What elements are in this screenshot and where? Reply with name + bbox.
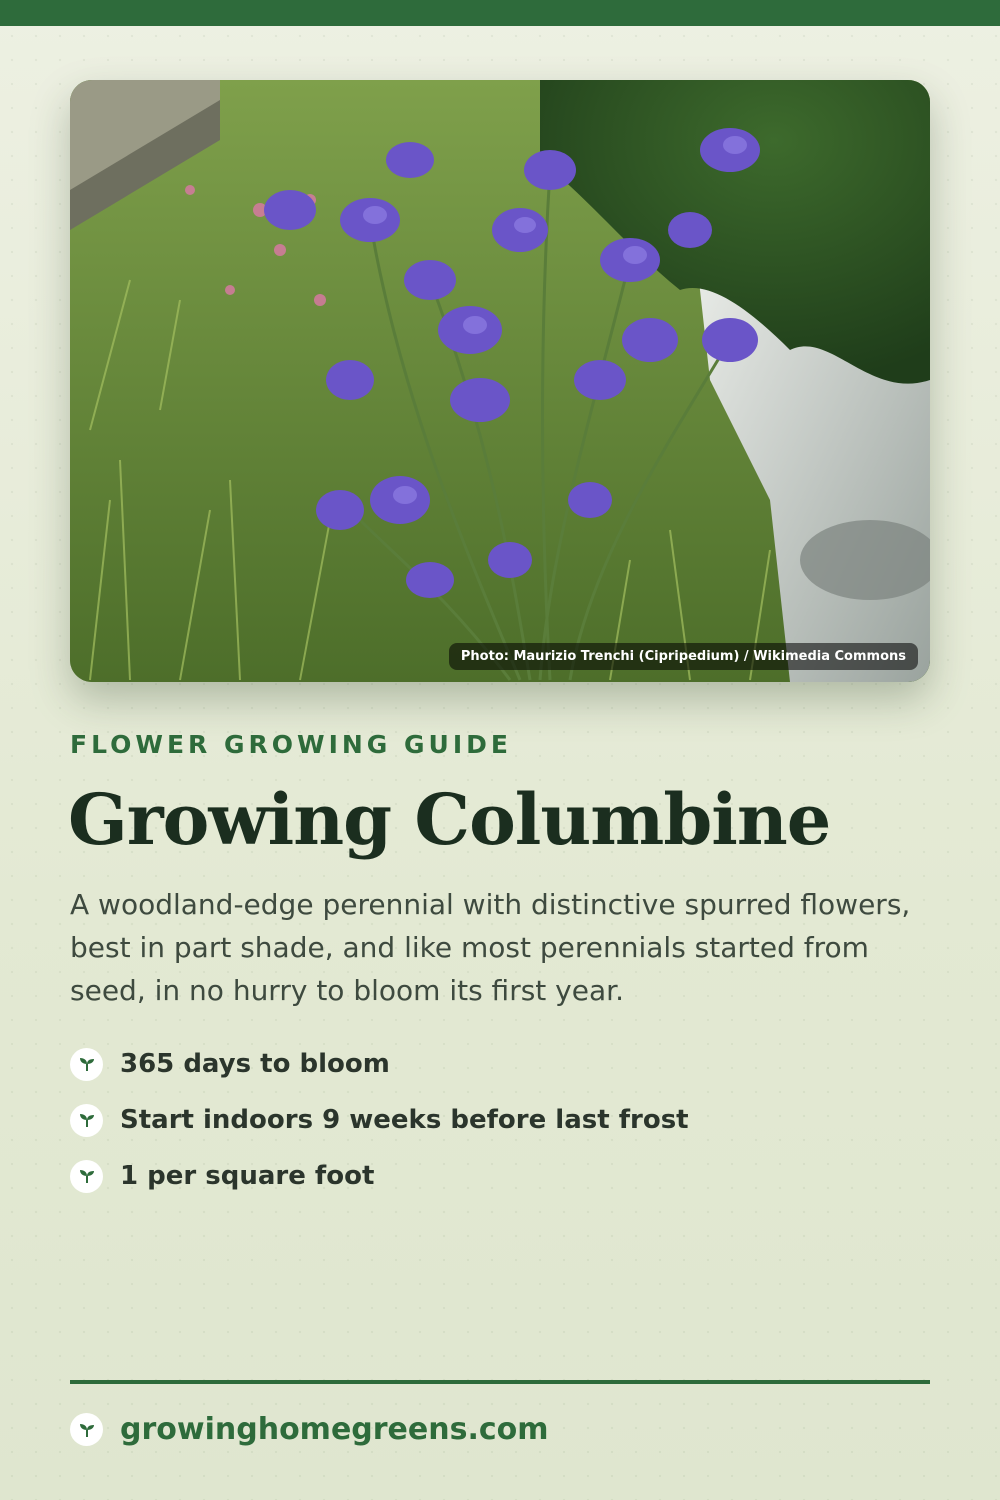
sprout-icon [70, 1104, 103, 1137]
fact-item-spacing [70, 1156, 689, 1196]
hero-photo [70, 80, 930, 682]
sprout-icon [70, 1413, 103, 1446]
growing-facts-list [70, 1044, 689, 1212]
photo-credit: Photo: Maurizio Trenchi (Cipripedium) / Wikimedia Commons [449, 643, 918, 670]
fact-text: 1 per square foot [120, 1161, 375, 1191]
fact-text: Start indoors 9 weeks before last frost [120, 1105, 689, 1135]
fact-item-days-to-bloom [70, 1044, 689, 1084]
plant-description: A woodland-edge perennial with distinctive spurred flowers, best in part shade, and like most perennials started from seed, in no hurry to bloom its first year. [70, 888, 911, 1007]
fact-item-start-indoors [70, 1100, 689, 1140]
site-link[interactable]: growinghomegreens.com [120, 1412, 549, 1447]
guide-eyebrow: FLOWER GROWING GUIDE [70, 730, 512, 759]
sprout-icon [70, 1048, 103, 1081]
site-footer [70, 1412, 549, 1447]
fact-text: 365 days to bloom [120, 1049, 390, 1079]
top-accent-bar [0, 0, 1000, 26]
footer-divider [70, 1380, 930, 1384]
columbine-photo-illustration [70, 80, 930, 682]
sprout-icon [70, 1160, 103, 1193]
page-title: Growing Columbine [68, 778, 831, 861]
